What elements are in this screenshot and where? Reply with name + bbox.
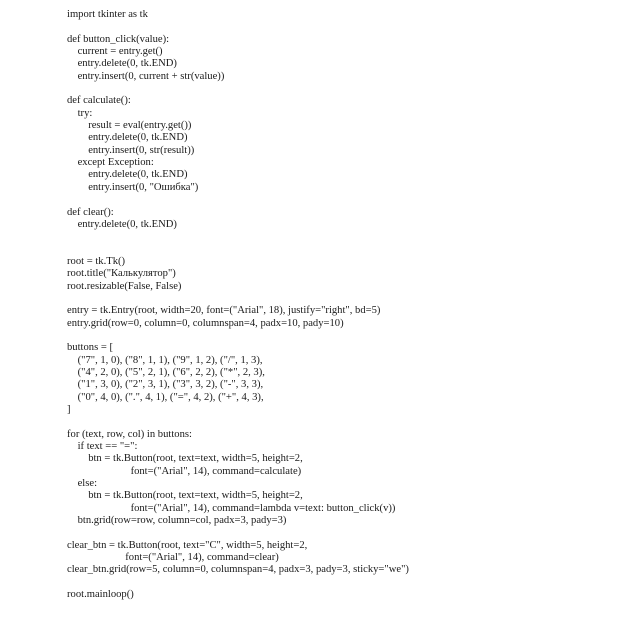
code-line bbox=[67, 293, 409, 305]
code-line: def calculate(): bbox=[67, 95, 131, 107]
code-line: import tkinter as tk bbox=[67, 9, 148, 20]
code-line: ("7", 1, 0), ("8", 1, 1), ("9", 1, 2), ("/", 1, 3), bbox=[67, 354, 263, 366]
code-line: entry.delete(0, tk.END) bbox=[67, 58, 177, 70]
code-line: clear_btn = tk.Button(root, text="C", width=5, height=2, bbox=[67, 539, 308, 551]
code-line: else: bbox=[67, 478, 98, 490]
code-line: clear_btn.grid(row=5, column=0, columnspan=4, padx=3, pady=3, sticky="we") bbox=[67, 564, 409, 576]
code-line: entry = tk.Entry(root, width=20, font=("Arial", 18), justify="right", bd=5) bbox=[67, 305, 381, 317]
code-line: root.title("Калькулятор") bbox=[67, 268, 176, 280]
code-line: root.resizable(False, False) bbox=[67, 280, 182, 292]
code-line bbox=[67, 231, 409, 243]
code-line: font=("Arial", 14), command=clear) bbox=[67, 552, 279, 564]
code-line: entry.grid(row=0, column=0, columnspan=4, padx=10, pady=10) bbox=[67, 317, 344, 329]
code-line: font=("Arial", 14), command=lambda v=text: button_click(v)) bbox=[67, 502, 396, 514]
code-line bbox=[67, 83, 409, 95]
code-line: if text == "=": bbox=[67, 441, 138, 453]
code-line: current = entry.get() bbox=[67, 46, 163, 58]
code-line bbox=[67, 244, 409, 256]
code-line: entry.insert(0, "Ошибка") bbox=[67, 181, 199, 193]
code-line: entry.insert(0, current + str(value)) bbox=[67, 70, 225, 82]
code-line: result = eval(entry.get()) bbox=[67, 120, 192, 132]
code-line: entry.insert(0, str(result)) bbox=[67, 144, 195, 156]
code-line: font=("Arial", 14), command=calculate) bbox=[67, 465, 302, 477]
code-line: btn = tk.Button(root, text=text, width=5, height=2, bbox=[67, 490, 303, 502]
code-line: def button_click(value): bbox=[67, 33, 170, 45]
code-line: root = tk.Tk() bbox=[67, 255, 126, 267]
code-line: entry.delete(0, tk.END) bbox=[67, 169, 188, 181]
code-line: ("0", 4, 0), (".", 4, 1), ("=", 4, 2), ("+", 4, 3), bbox=[67, 391, 264, 403]
code-line: def clear(): bbox=[67, 206, 114, 218]
code-line bbox=[67, 194, 409, 206]
code-line: entry.delete(0, tk.END) bbox=[67, 132, 188, 144]
code-line bbox=[67, 330, 409, 342]
code-line: btn.grid(row=row, column=col, padx=3, pady=3) bbox=[67, 515, 287, 527]
code-line: btn = tk.Button(root, text=text, width=5, height=2, bbox=[67, 453, 303, 465]
code-line: except Exception: bbox=[67, 157, 154, 169]
code-line: for (text, row, col) in buttons: bbox=[67, 428, 192, 440]
code-line: root.mainloop() bbox=[67, 589, 134, 601]
code-line: try: bbox=[67, 107, 93, 119]
code-line bbox=[67, 416, 409, 428]
code-line bbox=[67, 527, 409, 539]
code-listing bbox=[67, 9, 409, 602]
code-line bbox=[67, 577, 409, 589]
code-line: entry.delete(0, tk.END) bbox=[67, 218, 177, 230]
code-line: ("1", 3, 0), ("2", 3, 1), ("3", 3, 2), ("-", 3, 3), bbox=[67, 379, 264, 391]
code-line: ] bbox=[67, 404, 71, 415]
code-line: ("4", 2, 0), ("5", 2, 1), ("6", 2, 2), ("*", 2, 3), bbox=[67, 366, 265, 378]
code-line bbox=[67, 21, 409, 33]
code-line: buttons = [ bbox=[67, 342, 113, 354]
